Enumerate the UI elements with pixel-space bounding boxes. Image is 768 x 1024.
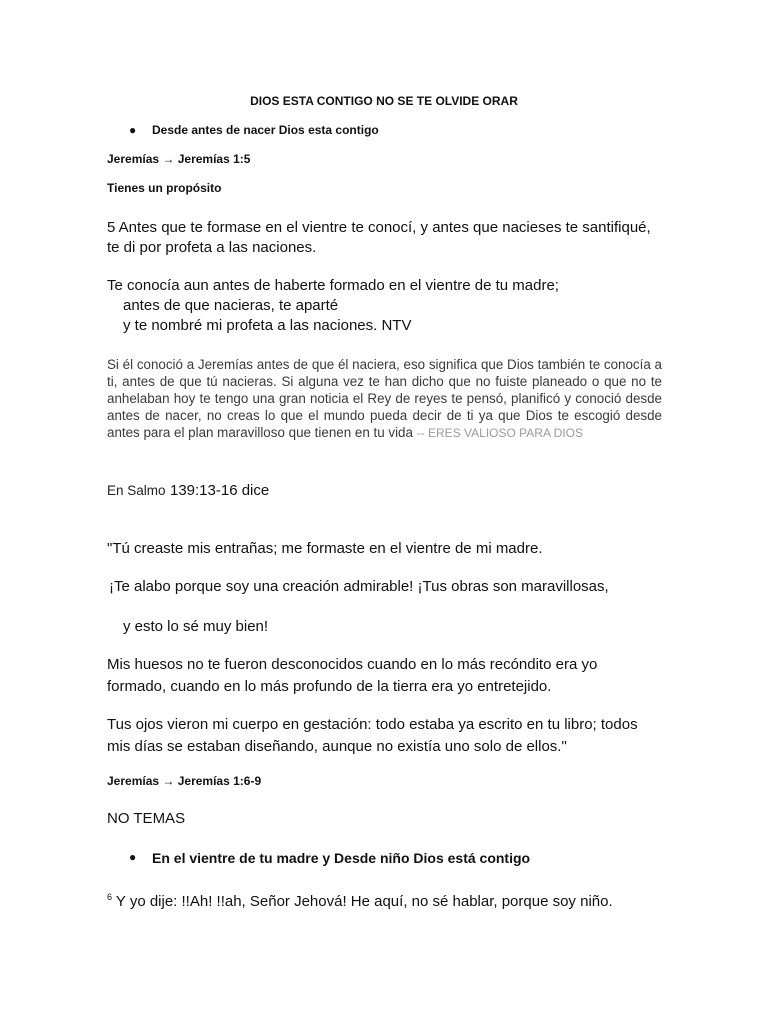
psalm-paragraph-line: formado, cuando en lo más profundo de la tierra era yo entretejido.	[107, 678, 552, 695]
verse-line: te di por profeta a las naciones.	[107, 239, 317, 256]
bullet-dot-icon: ●	[129, 850, 137, 864]
bullet-dot-icon: ●	[129, 123, 137, 137]
psalm-line: y esto lo sé muy bien!	[123, 618, 269, 635]
bullet-text: En el vientre de tu madre y Desde niño Dios está contigo	[152, 850, 531, 866]
verse-number: 6	[107, 892, 113, 902]
salmo-ref: 139:13-16 dice	[169, 482, 270, 499]
verse-paragraph	[107, 218, 651, 258]
section-heading: NO TEMAS	[107, 810, 186, 827]
section-heading: Tienes un propósito	[107, 181, 222, 195]
ntv-line: Te conocía aun antes de haberte formado en el vientre de tu madre;	[107, 277, 559, 294]
salmo-prefix: En Salmo	[107, 483, 166, 498]
salmo-line	[107, 482, 269, 500]
ntv-paragraph	[107, 276, 559, 336]
reference-verse: Jeremías 1:6-9	[177, 774, 262, 788]
ntv-line: antes de que nacieras, te aparté	[123, 297, 339, 314]
psalm-paragraph-line: Mis huesos no te fueron desconocidos cuando en lo más recóndito era yo	[107, 656, 598, 673]
psalm-line: "Tú creaste mis entrañas; me formaste en el vientre de mi madre.	[107, 540, 543, 557]
reference-book: Jeremías	[107, 152, 160, 166]
reference-book: Jeremías	[107, 774, 160, 788]
psalm-paragraph	[107, 654, 597, 698]
reference-line	[107, 152, 250, 166]
arrow-right-icon: →	[162, 152, 175, 166]
commentary-text: Si él conoció a Jeremías antes de que él naciera, eso significa que Dios también te conocía a ti, antes de que tú nacieras. Si alguna vez te han dicho que no fuiste planeado o que no te anhelaban hoy te tengo una gran noticia el Rey de reyes te pensó, planificó y conoció desde antes de nacer, no creas lo que el mundo pueda decir de ti ya que Dios te escogió desde antes para el plan maravilloso que tienen en tu vida	[107, 357, 662, 440]
psalm-paragraph-line: mis días se estaban diseñando, aunque no existía uno solo de ellos."	[107, 738, 567, 755]
arrow-right-icon: →	[162, 774, 175, 788]
document-title: DIOS ESTA CONTIGO NO SE TE OLVIDE ORAR	[250, 94, 518, 108]
verse-line	[107, 887, 613, 912]
reference-verse: Jeremías 1:5	[177, 152, 251, 166]
bullet-text: Desde antes de nacer Dios esta contigo	[152, 123, 379, 137]
psalm-paragraph-line: Tus ojos vieron mi cuerpo en gestación: todo estaba ya escrito en tu libro; todos	[107, 716, 638, 733]
reference-line	[107, 774, 261, 788]
verse-text: Y yo dije: !!Ah! !!ah, Señor Jehová! He aquí, no sé hablar, porque soy niño.	[112, 893, 613, 910]
psalm-paragraph	[107, 714, 638, 758]
commentary-tail: -- ERES VALIOSO PARA DIOS	[416, 426, 583, 440]
commentary-paragraph	[107, 356, 662, 442]
verse-line: 5 Antes que te formase en el vientre te conocí, y antes que nacieses te santifiqué,	[107, 219, 651, 236]
ntv-line: y te nombré mi profeta a las naciones. NTV	[123, 317, 412, 334]
psalm-line: ¡Te alabo porque soy una creación admirable! ¡Tus obras son maravillosas,	[109, 578, 609, 595]
